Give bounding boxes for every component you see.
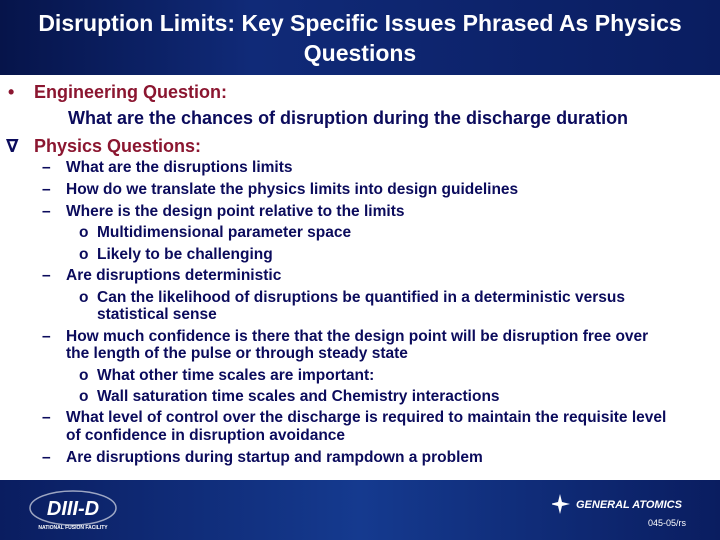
sub-marker: o (79, 289, 89, 306)
list-item-continuation: the length of the pulse or through steady state (66, 345, 408, 362)
dash-marker: – (42, 328, 51, 345)
sub-item-continuation: statistical sense (97, 306, 217, 323)
page-title: Disruption Limits: Key Specific Issues Phrased As Physics Questions (38, 9, 682, 66)
sub-item: Can the likelihood of disruptions be quantified in a deterministic versus (97, 289, 625, 306)
sub-item: What other time scales are important: (97, 367, 375, 384)
sub-marker: o (79, 246, 89, 263)
general-atomics-logo (552, 494, 702, 519)
list-item: Are disruptions during startup and rampdown a problem (66, 449, 483, 466)
dash-marker: – (42, 181, 51, 198)
sub-marker: o (79, 367, 89, 384)
engineering-label: Engineering Question: (34, 82, 228, 102)
diii-d-logo (28, 488, 118, 532)
list-item: What are the disruptions limits (66, 159, 293, 176)
nabla-bullet: ∇ (6, 136, 19, 156)
diii-d-logo-subtext: NATIONAL FUSION FACILITY (38, 525, 108, 531)
list-item: What level of control over the discharge is required to maintain the requisite level (66, 409, 667, 426)
diii-d-logo-text: DIII-D (46, 498, 100, 520)
sub-marker: o (79, 224, 89, 241)
sub-item: Wall saturation time scales and Chemistry interactions (97, 388, 500, 405)
sub-item: Multidimensional parameter space (97, 224, 352, 241)
list-item: How much confidence is there that the design point will be disruption free over (66, 328, 649, 345)
list-item: How do we translate the physics limits into design guidelines (66, 181, 519, 198)
list-item: Are disruptions deterministic (66, 267, 282, 284)
dash-marker: – (42, 159, 51, 176)
physics-label: Physics Questions: (34, 136, 202, 156)
list-item: Where is the design point relative to the limits (66, 203, 405, 220)
dash-marker: – (42, 267, 51, 284)
engineering-text: What are the chances of disruption during the discharge duration (68, 108, 629, 128)
list-item-continuation: of confidence in disruption avoidance (66, 427, 346, 444)
bullet-dot: • (8, 82, 15, 102)
atom-icon (552, 494, 570, 514)
slide-code: 045-05/rs (648, 518, 687, 528)
footer-bar (0, 480, 720, 540)
dash-marker: – (42, 409, 51, 426)
general-atomics-text: GENERAL ATOMICS (576, 499, 682, 511)
sub-marker: o (79, 388, 89, 405)
title-bar (0, 0, 720, 75)
dash-marker: – (42, 203, 51, 220)
sub-item: Likely to be challenging (97, 246, 273, 263)
dash-marker: – (42, 449, 51, 466)
